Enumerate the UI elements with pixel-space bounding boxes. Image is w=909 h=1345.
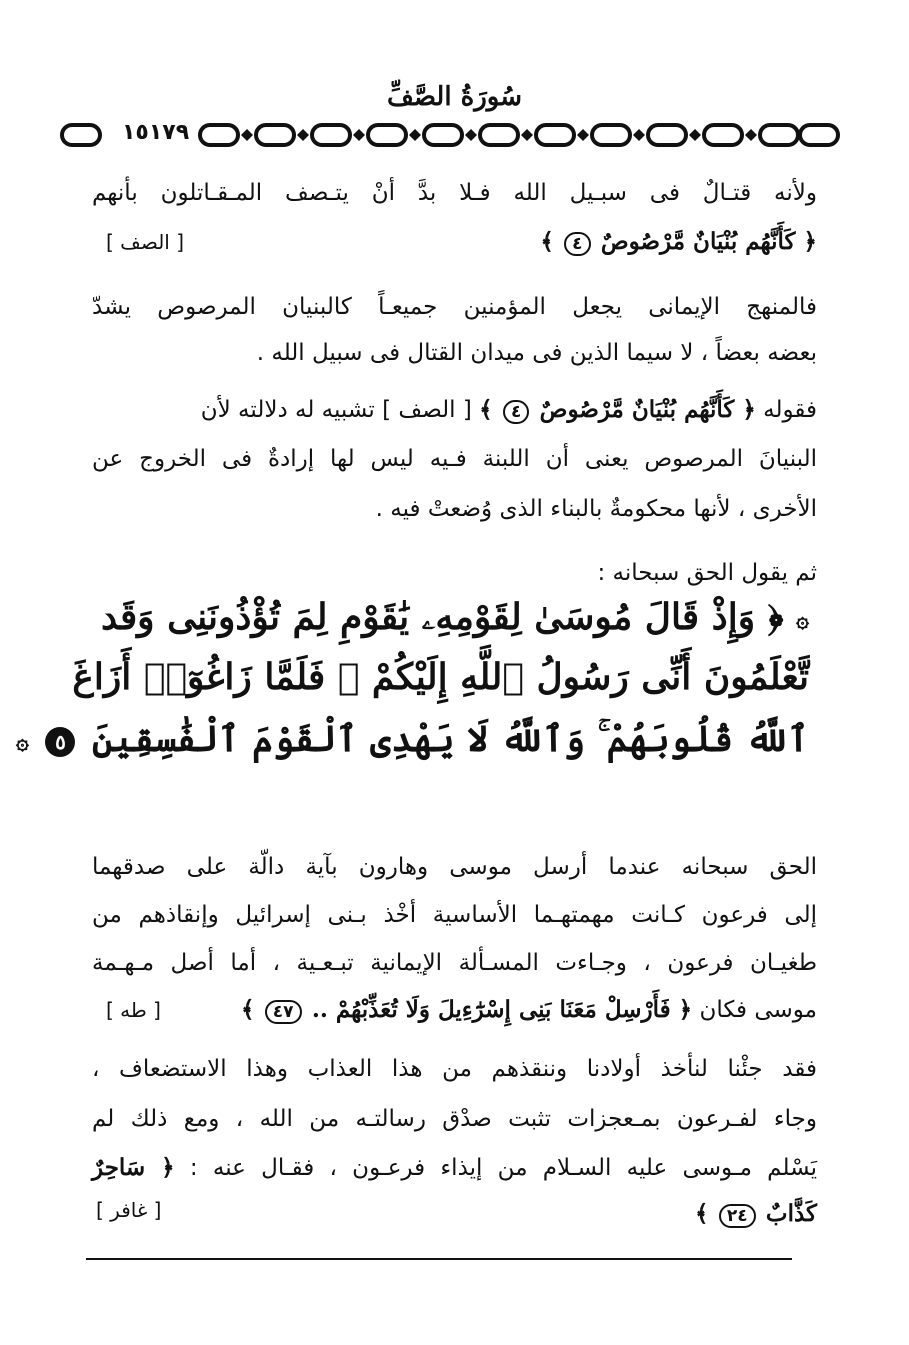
text-line: ثم يقول الحق سبحانه : (597, 560, 817, 586)
surah-reference: [ طه ] (106, 998, 161, 1022)
text-line: بعضه بعضاً ، لا سيما الذين فى ميدان القتال فى سبيل الله . (256, 340, 817, 366)
verse-citation-line (201, 396, 817, 424)
star-ornament-icon: ۞ (16, 729, 29, 755)
quran-text: ﴿ وَإِذْ قَالَ مُوسَىٰ لِقَوْمِهِۦ يَٰقَوْمِ لِمَ تُؤْذُونَنِى وَقَد (101, 596, 784, 638)
verse-number: ٤ (503, 400, 529, 424)
verse-text: ﴿ كَأَنَّهُم بُنْيَانٌ مَّرْصُوصٌ (539, 396, 756, 423)
text-line: وجاء لفـرعون بمـعجزات تثبت صدْق رسالتـه من الله ، ومع ذلك لم (92, 1106, 817, 1132)
verse-number: ٤ (564, 232, 590, 256)
footer-divider (86, 1258, 792, 1260)
verse-close: ﴾ (240, 996, 255, 1023)
verse-citation-line (695, 1200, 817, 1228)
text-line: الحق سبحانه عندما أرسل موسى وهارون بآية دالّة على صدقهما (92, 854, 817, 880)
page-number: ١٥١٧٩ (118, 118, 193, 148)
verse-close: ﴾ (479, 396, 493, 423)
text-line: البنيانَ المرصوص يعنى أن اللبنة فـيه ليس لها إرادةٌ فى الخروج عن (92, 446, 817, 472)
text-line: فقد جئْنا لنأخذ أولادنا وننقذهم من هذا العذاب وهذا الاستضعاف ، (92, 1056, 817, 1082)
text-body: يَسْلم مـوسى عليه السـلام من إيذاء فرعـون ، فقـال عنه : (189, 1155, 818, 1181)
text-line: فالمنهج الإيمانى يجعل المؤمنين جميعـاً كالبنيان المرصوص يشدّ (92, 294, 817, 320)
text-line: طغيـان فرعون ، وجـاءت المسـألة الإيمانية تبـعـية ، أما أصل مـهـمة (92, 950, 817, 976)
text-line: إلى فرعون كـانت مهمتهـما الأساسية أخْذ بـنى إسرائيل وإنقاذهم من (92, 902, 817, 928)
star-ornament-icon: ۞ (796, 607, 809, 633)
text-line (92, 1154, 817, 1181)
verse-number-medallion: ٥ (45, 727, 75, 757)
quran-line: تَّعْلَمُونَ أَنِّى رَسُولُ ٱللَّهِ إِلَيْكُمْ ۖ فَلَمَّا زَاغُوٓا۟ أَزَاغَ (72, 656, 809, 698)
verse-text: ﴿ سَاحِرٌ (92, 1154, 175, 1181)
verse-number: ٤٧ (265, 1000, 302, 1024)
quran-line (101, 596, 809, 639)
text-line: ولأنه قتـالٌ فى سبـيل الله فـلا بدَّ أنْ يتـصف المـقـاتلون بأنهم (92, 180, 817, 206)
text-line: الأخرى ، لأنها محكومةٌ بالبناء الذى وُضعتْ فيه . (375, 496, 817, 522)
verse-citation-line (241, 996, 817, 1024)
verse-close: ﴾ (540, 228, 554, 255)
verse-text: ﴿ فَأَرْسِلْ مَعَنَا بَنِى إِسْرَٰٓءِيلَ وَلَا تُعَذِّبْهُمْ .. (311, 996, 693, 1023)
verse-citation (540, 228, 817, 256)
verse-close: ﴾ (695, 1200, 709, 1227)
text-prefix: فقوله (763, 397, 817, 423)
text-prefix: موسى فكان (699, 997, 817, 1023)
verse-text: ﴿ كَأَنَّهُم بُنْيَانٌ مَّرْصُوصٌ (600, 228, 817, 255)
verse-text: كَذَّابٌ (765, 1200, 817, 1227)
text-suffix: [ الصف ] تشبيه له دلالته لأن (200, 397, 472, 423)
quran-line (16, 718, 809, 761)
surah-reference: [ الصف ] (106, 230, 185, 254)
quran-text: ٱللَّهُ قُلُوبَهُمْ ۚ وَٱللَّهُ لَا يَهْدِى ٱلْقَوْمَ ٱلْفَٰسِقِينَ (91, 718, 809, 760)
surah-reference: [ غافر ] (96, 1198, 162, 1222)
verse-number: ٢٤ (719, 1204, 756, 1228)
surah-title: سُورَةُ الصَّفِّ (386, 82, 523, 112)
